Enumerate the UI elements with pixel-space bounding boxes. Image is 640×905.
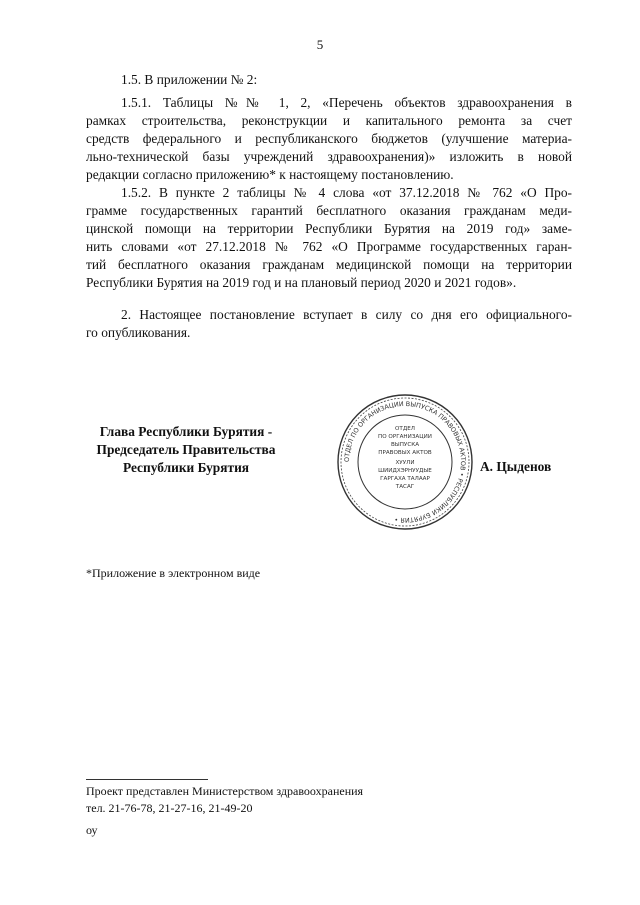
- paragraph-line: рамках строительства, реконструкции и капитального ремонта за счет: [86, 113, 572, 128]
- seal-center-line: ПО ОРГАНИЗАЦИИ: [378, 434, 432, 440]
- paragraph-line: 2. Настоящее постановление вступает в силу со дня его официального-: [121, 307, 572, 322]
- paragraph-line: 1.5.1. Таблицы №№ 1, 2, «Перечень объектов здравоохранения в: [121, 95, 572, 110]
- paragraph-line: Республики Бурятия на 2019 год и на плановый период 2020 и 2021 годов».: [86, 275, 517, 290]
- signatory-title-line: Республики Бурятия: [122, 460, 250, 475]
- seal-center-line: ПРАВОВЫХ АКТОВ: [378, 450, 432, 456]
- footer-divider: [86, 779, 208, 780]
- official-seal: [336, 393, 474, 531]
- paragraph-line: тий бесплатного оказания гражданам медицинской помощи на территории: [86, 257, 572, 272]
- paragraph-line: нить словами «от 27.12.2018 № 762 «О Программе государственных гаран-: [86, 239, 572, 254]
- seal-center-line: ГАРГАХА ТАЛААР: [380, 476, 430, 482]
- footer-initials: оу: [86, 823, 98, 837]
- seal-ring-text: ОТДЕЛ ПО ОРГАНИЗАЦИИ ВЫПУСКА ПРАВОВЫХ АКТОВ • РЕСПУБЛИКИ БУРЯТИЯ •: [342, 399, 468, 525]
- paragraph-line: го опубликования.: [86, 325, 191, 340]
- paragraph-line: цинской помощи на территории Республики Бурятия на 2019 год» заме-: [86, 221, 572, 236]
- paragraph-line: средств федерального и республиканского бюджетов (улучшение материа-: [86, 131, 572, 146]
- footnote: *Приложение в электронном виде: [86, 566, 261, 580]
- footer-phones: тел. 21-76-78, 21-27-16, 21-49-20: [86, 801, 253, 815]
- seal-center-line: ХУУЛИ: [395, 460, 415, 466]
- paragraph-line: редакции согласно приложению* к настоящему постановлению.: [86, 167, 454, 182]
- signatory-title: [70, 423, 302, 477]
- seal-center-line: ОТДЕЛ: [395, 426, 415, 432]
- paragraph-line: льно-технической базы учреждений здравоохранения)» изложить в новой: [86, 149, 572, 164]
- seal-center-line: ШИИДХЭРНУУДЫЕ: [378, 468, 432, 474]
- paragraph-line: 1.5. В приложении № 2:: [121, 72, 258, 87]
- paragraph-line: 1.5.2. В пункте 2 таблицы № 4 слова «от 37.12.2018 № 762 «О Про-: [121, 185, 572, 200]
- footer-project-note: Проект представлен Министерством здравоохранения: [86, 784, 364, 798]
- seal-center-line: ТАСАГ: [395, 484, 415, 490]
- signatory-title-line: Глава Республики Бурятия -: [99, 424, 273, 439]
- seal-center-line: ВЫПУСКА: [390, 442, 420, 448]
- page-number: 5: [316, 37, 324, 52]
- paragraph-line: грамме государственных гарантий бесплатного оказания гражданам меди-: [86, 203, 572, 218]
- signatory-title-line: Председатель Правительства: [96, 442, 276, 457]
- signatory-name: А. Цыденов: [480, 459, 552, 474]
